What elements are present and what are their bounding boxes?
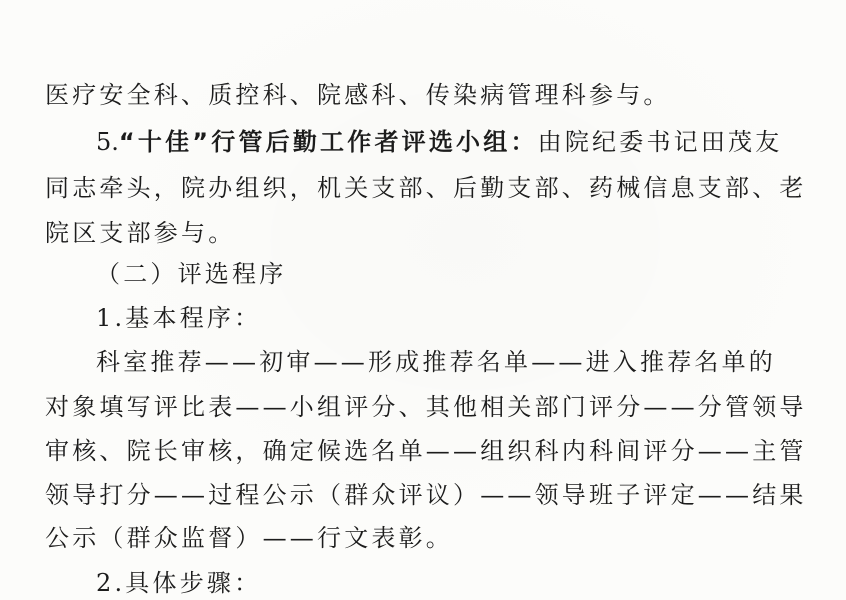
text-line: 对象填写评比表——小组评分、其他相关部门评分——分管领导 xyxy=(45,393,807,421)
text-line: 院区支部参与。 xyxy=(45,219,236,247)
section-heading: （二）评选程序 xyxy=(96,260,287,288)
item-number: 5. xyxy=(96,128,119,156)
text-line: 审核、院长审核，确定候选名单——组织科内科间评分——主管 xyxy=(45,437,807,465)
text-line: 领导打分——过程公示（群众评议）——领导班子评定——结果 xyxy=(45,481,807,509)
text-line: 同志牵头，院办组织，机关支部、后勤支部、药械信息支部、老 xyxy=(45,174,807,202)
subsection-heading: 2.具体步骤： xyxy=(96,569,262,597)
item-text: 由院纪委书记田茂友 xyxy=(537,128,783,156)
item-heading: “十佳”行管后勤工作者评选小组： xyxy=(118,128,538,156)
text-line: 医疗安全科、质控科、院感科、传染病管理科参与。 xyxy=(45,81,671,109)
subsection-heading: 1.基本程序： xyxy=(96,304,262,332)
text-line: 公示（群众监督）——行文表彰。 xyxy=(45,524,453,552)
text-line: 科室推荐——初审——形成推荐名单——进入推荐名单的 xyxy=(96,348,776,376)
item-5-line xyxy=(96,126,782,158)
